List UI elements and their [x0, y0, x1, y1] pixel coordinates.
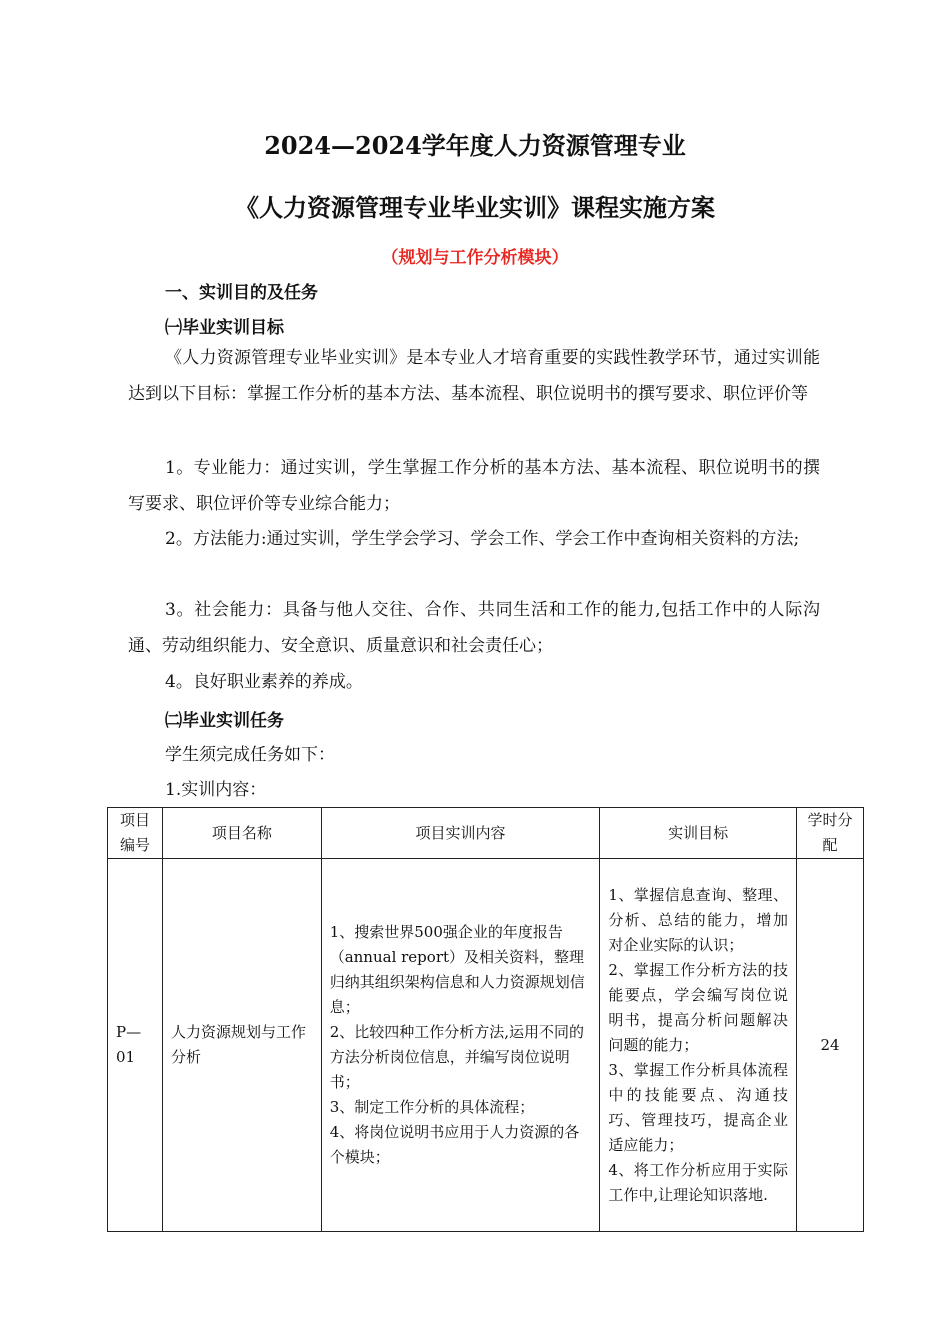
cell-project-id: P—01 — [108, 859, 163, 1232]
cell-project-content — [321, 859, 600, 1232]
header-training-goal: 实训目标 — [600, 808, 797, 859]
goal-item-4: 4。良好职业素养的养成。 — [165, 672, 363, 692]
goal-line-3: 3、掌握工作分析具体流程中的技能要点、沟通技巧、管理技巧，提高企业适应能力； — [608, 1060, 789, 1154]
goal-item-1: 1。专业能力：通过实训，学生掌握工作分析的基本方法、基本流程、职位说明书的撰写要求、职位评价等专业综合能力； — [128, 458, 820, 514]
section-heading-1: 一、实训目的及任务 — [165, 283, 318, 303]
goal-line-4: 4、将工作分析应用于实际工作中,让理论知识落地. — [608, 1160, 789, 1204]
goal-item-3: 3。社会能力：具备与他人交往、合作、共同生活和工作的能力,包括工作中的人际沟通、劳动组织能力、安全意识、质量意识和社会责任心； — [128, 600, 820, 656]
table-header-row — [108, 808, 864, 859]
header-project-name: 项目名称 — [162, 808, 321, 859]
intro-paragraph: 《人力资源管理专业毕业实训》是本专业人才培育重要的实践性教学环节，通过实训能达到以下目标：掌握工作分析的基本方法、基本流程、职位说明书的撰写要求、职位评价等 — [128, 348, 820, 404]
subsection-heading-tasks: ㈡毕业实训任务 — [165, 711, 284, 731]
title-line-2: 《人力资源管理专业毕业实训》课程实施方案 — [235, 193, 715, 222]
table-row — [108, 859, 864, 1232]
cell-project-name: 人力资源规划与工作分析 — [162, 859, 321, 1232]
header-project-content: 项目实训内容 — [321, 808, 600, 859]
goal-item-2: 2。方法能力:通过实训，学生学会学习、学会工作、学会工作中查询相关资料的方法; — [165, 529, 800, 549]
content-line-4: 4、将岗位说明书应用于人力资源的各个模块； — [329, 1123, 580, 1166]
goal-line-2: 2、掌握工作分析方法的技能要点，学会编写岗位说明书，提高分析问题解决问题的能力； — [608, 960, 789, 1054]
task-content-label: 1.实训内容： — [165, 780, 267, 800]
training-plan-table — [107, 807, 864, 1232]
content-line-2: 2、比较四种工作分析方法,运用不同的方法分析岗位信息，并编写岗位说明书； — [329, 1023, 585, 1091]
subsection-heading-goals: ㈠毕业实训目标 — [165, 318, 284, 338]
cell-hours: 24 — [797, 859, 864, 1232]
cell-training-goal — [600, 859, 797, 1232]
content-line-1: 1、搜索世界500强企业的年度报告（annual report）及相关资料，整理归纳其组织架构信息和人力资源规划信息； — [329, 923, 585, 1016]
goal-line-1: 1、掌握信息查询、整理、分析、总结的能力，增加对企业实际的认识； — [608, 885, 789, 954]
content-line-3: 3、制定工作分析的具体流程； — [329, 1098, 535, 1116]
title-line-1: 2024—2024学年度人力资源管理专业 — [264, 131, 686, 160]
task-intro: 学生须完成任务如下： — [165, 745, 335, 765]
header-hours: 学时分配 — [797, 808, 864, 859]
subtitle: （规划与工作分析模块） — [381, 248, 569, 268]
header-project-id: 项目编号 — [108, 808, 163, 859]
